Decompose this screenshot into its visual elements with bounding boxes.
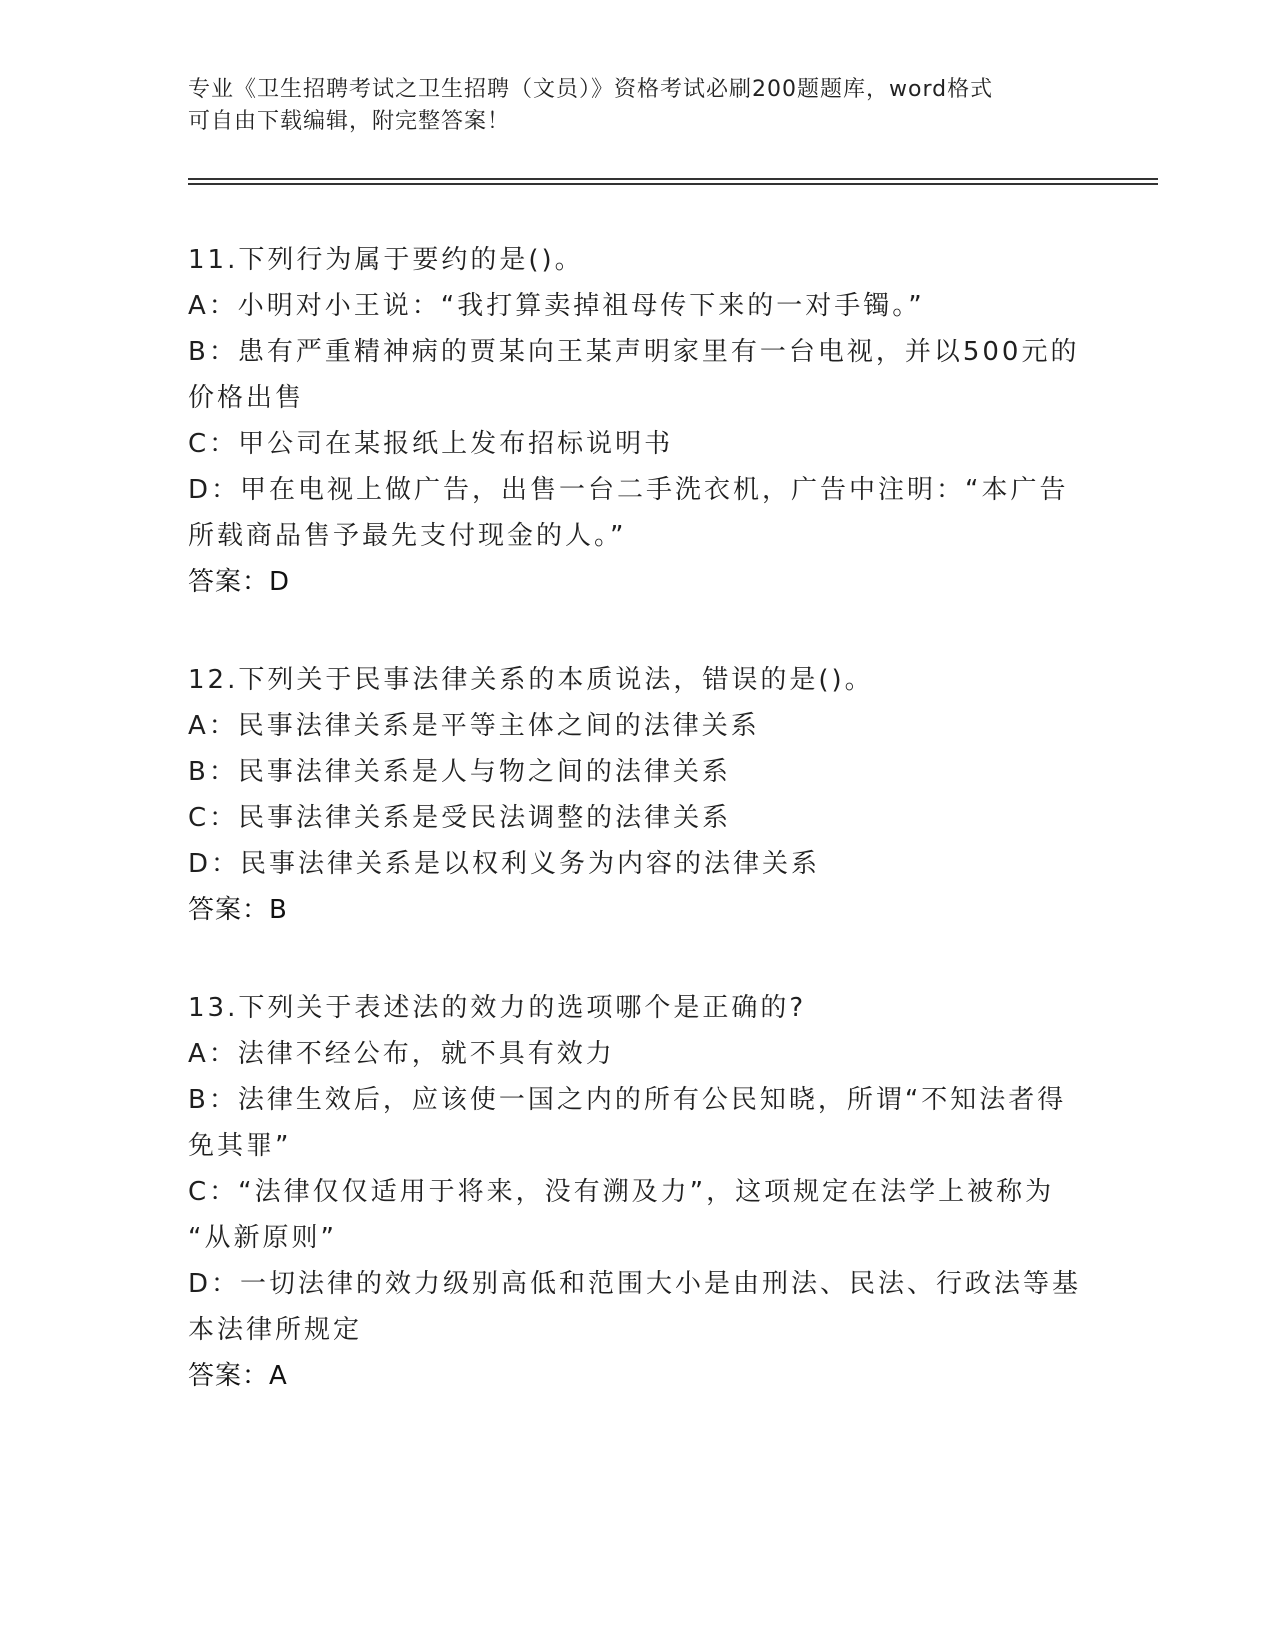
option-a: A：民事法律关系是平等主体之间的法律关系	[188, 711, 760, 741]
answer-line: 答案：A	[188, 1361, 288, 1391]
option-b: B：患有严重精神病的贾某向王某声明家里有一台电视，并以500元的 价格出售	[188, 337, 1080, 413]
option-d: D：一切法律的效力级别高低和范围大小是由刑法、民法、行政法等基 本法律所规定	[188, 1269, 1082, 1345]
header-line-2: 可自由下载编辑，附完整答案！	[188, 109, 511, 134]
question-11	[188, 237, 1088, 605]
question-stem: 11.下列行为属于要约的是()。	[188, 245, 584, 275]
answer-line: 答案：D	[188, 567, 291, 597]
option-a: A：法律不经公布，就不具有效力	[188, 1039, 615, 1069]
option-a: A：小明对小王说：“我打算卖掉祖母传下来的一对手镯。”	[188, 291, 925, 321]
header-line-1: 专业《卫生招聘考试之卫生招聘（文员）》资格考试必刷200题题库，word格式	[188, 77, 994, 102]
option-b: B：法律生效后，应该使一国之内的所有公民知晓，所谓“不知法者得 免其罪”	[188, 1085, 1067, 1161]
question-stem: 12.下列关于民事法律关系的本质说法，错误的是()。	[188, 665, 874, 695]
document-header	[188, 74, 1068, 138]
question-12	[188, 657, 1088, 933]
option-d: D：民事法律关系是以权利义务为内容的法律关系	[188, 849, 821, 879]
option-d: D：甲在电视上做广告，出售一台二手洗衣机，广告中注明：“本广告 所载商品售予最先支付现金的人。”	[188, 475, 1069, 551]
question-stem: 13.下列关于表述法的效力的选项哪个是正确的?	[188, 993, 807, 1023]
header-divider-top	[188, 178, 1158, 180]
option-b: B：民事法律关系是人与物之间的法律关系	[188, 757, 731, 787]
answer-line: 答案：B	[188, 895, 288, 925]
option-c: C：“法律仅仅适用于将来，没有溯及力”，这项规定在法学上被称为 “从新原则”	[188, 1177, 1055, 1253]
option-c: C：甲公司在某报纸上发布招标说明书	[188, 429, 674, 459]
option-c: C：民事法律关系是受民法调整的法律关系	[188, 803, 732, 833]
question-13	[188, 985, 1088, 1399]
header-divider-bottom	[188, 183, 1158, 185]
question-list	[188, 237, 1088, 1451]
